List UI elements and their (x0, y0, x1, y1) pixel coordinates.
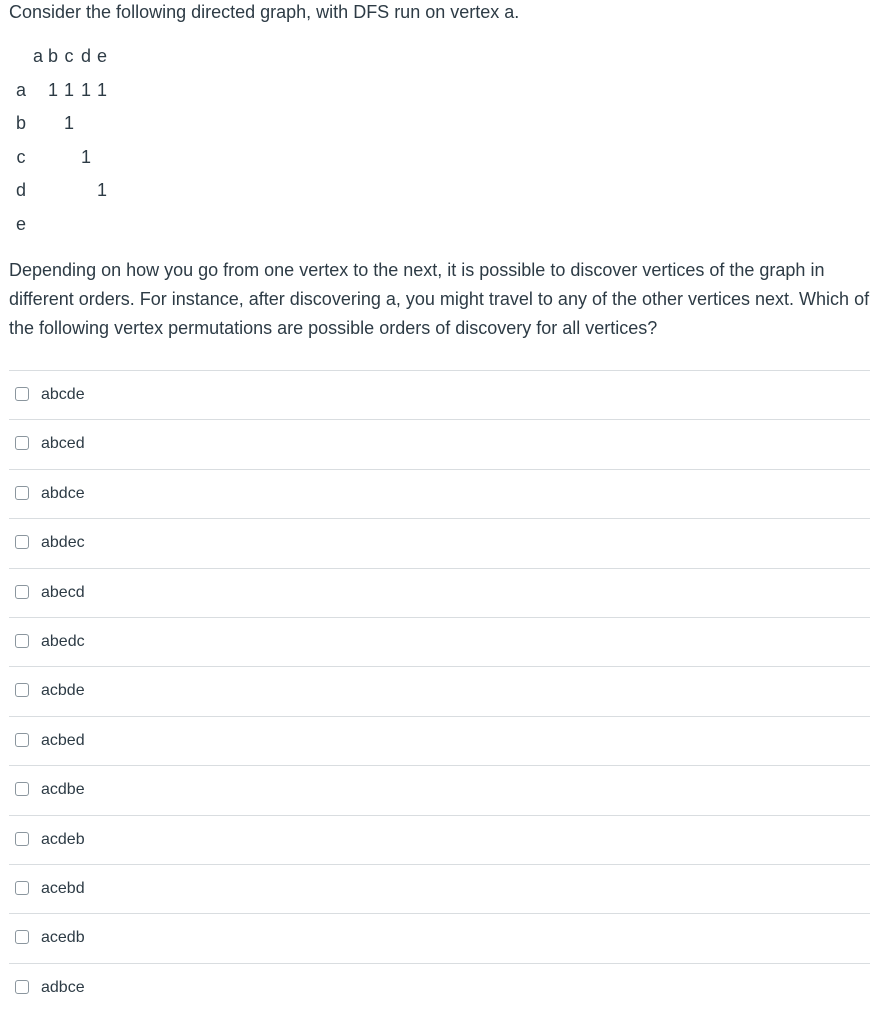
matrix-column-header: d (80, 46, 91, 66)
answer-checkbox[interactable] (15, 832, 29, 846)
answer-label[interactable]: acdeb (41, 830, 85, 848)
adjacency-matrix (0, 0, 200, 240)
matrix-cell: 1 (63, 113, 74, 133)
matrix-row-header: b (15, 113, 26, 133)
answer-checkbox[interactable] (15, 683, 29, 697)
matrix-column-header: e (96, 46, 107, 66)
answer-checkbox[interactable] (15, 387, 29, 401)
matrix-row-header: c (16, 147, 26, 167)
matrix-column-header: b (47, 46, 58, 66)
answer-option[interactable] (9, 419, 870, 468)
answer-option[interactable] (9, 469, 870, 518)
answer-checkbox[interactable] (15, 535, 29, 549)
matrix-cell: 1 (96, 180, 107, 200)
matrix-cell: 1 (63, 80, 74, 100)
answer-label[interactable]: adbce (41, 978, 85, 996)
answer-option[interactable] (9, 370, 870, 419)
matrix-cell: 1 (47, 80, 58, 100)
answer-option[interactable] (9, 864, 870, 913)
answer-label[interactable]: abced (41, 435, 85, 453)
answer-label[interactable]: acdbe (41, 781, 85, 799)
answer-option[interactable] (9, 518, 870, 567)
answer-label[interactable]: acedb (41, 929, 85, 947)
answer-checkbox[interactable] (15, 881, 29, 895)
answer-label[interactable]: abdce (41, 484, 85, 502)
answer-option[interactable] (9, 765, 870, 814)
answer-label[interactable]: acbed (41, 731, 85, 749)
answer-checkbox[interactable] (15, 782, 29, 796)
matrix-column-header: a (32, 46, 43, 66)
answer-checkbox[interactable] (15, 733, 29, 747)
answer-option[interactable] (9, 716, 870, 765)
question-description: Depending on how you go from one vertex to the next, it is possible to discover vertices of the graph in different orders. For instance, after discovering a, you might travel to any of the other vertices next. Which of the following vertex permutations are possible orders of discovery for all vertices? (9, 260, 870, 338)
matrix-cell: 1 (80, 80, 91, 100)
answer-label[interactable]: abecd (41, 583, 85, 601)
answer-checkbox[interactable] (15, 436, 29, 450)
answer-checkbox[interactable] (15, 585, 29, 599)
answer-checkbox[interactable] (15, 980, 29, 994)
answer-label[interactable]: abcde (41, 386, 85, 403)
answer-option[interactable] (9, 963, 870, 1012)
answer-option[interactable] (9, 815, 870, 864)
matrix-row-header: d (15, 180, 26, 200)
answer-list (9, 370, 870, 1030)
answer-checkbox[interactable] (15, 930, 29, 944)
matrix-row-header: a (15, 80, 26, 100)
answer-option[interactable] (9, 666, 870, 715)
answer-label[interactable]: acebd (41, 879, 85, 897)
matrix-column-header: c (64, 46, 74, 66)
answer-option[interactable] (9, 568, 870, 617)
answer-label[interactable]: abdec (41, 534, 85, 552)
question-title: Consider the following directed graph, with DFS run on vertex a. (9, 2, 520, 22)
answer-checkbox[interactable] (15, 486, 29, 500)
matrix-cell: 1 (80, 147, 91, 167)
answer-option[interactable] (9, 617, 870, 666)
matrix-cell: 1 (96, 80, 107, 100)
answer-label[interactable]: abedc (41, 632, 85, 650)
answer-label[interactable]: acbde (41, 682, 85, 700)
answer-option[interactable] (9, 913, 870, 962)
matrix-row-header: e (15, 214, 26, 234)
answer-checkbox[interactable] (15, 634, 29, 648)
